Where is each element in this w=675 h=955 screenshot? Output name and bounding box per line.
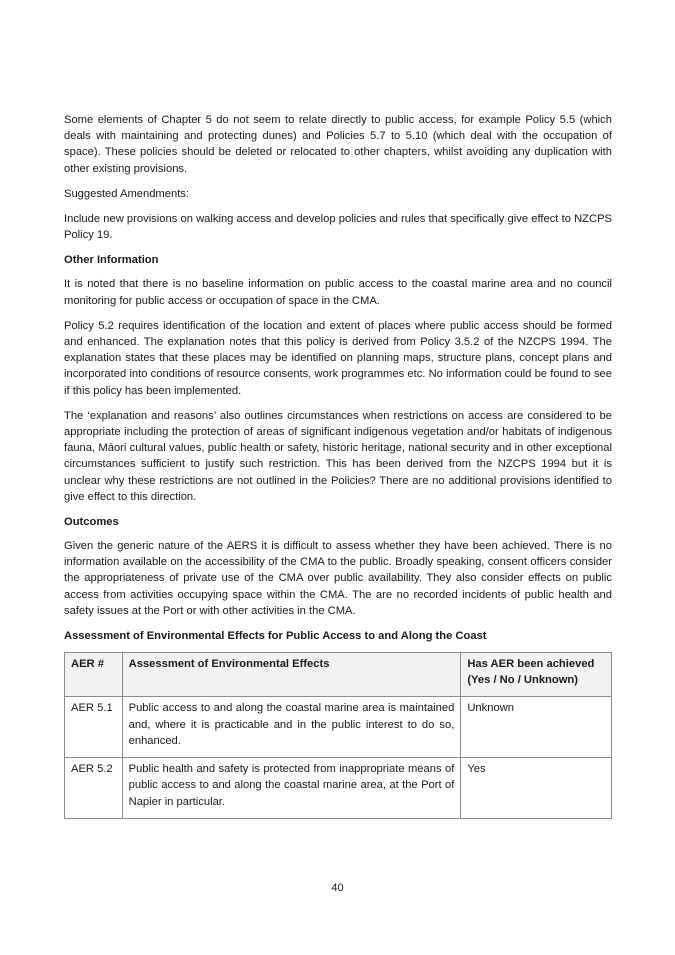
header-assessment: Assessment of Environmental Effects <box>122 653 461 697</box>
table-header-row <box>65 653 612 697</box>
aer-assessment-table <box>64 652 612 819</box>
paragraph-suggested-amendments: Suggested Amendments: <box>64 187 190 200</box>
paragraph-outcomes: Given the generic nature of the AERS it is difficult to assess whether they have been achieved. There is no information available on the accessibility of the CMA to the public. Broadly speaking, consent officers consider the appropriateness of private use of the CMA over public availability. They also consider effects on public access from activities occupying space within the CMA. The are no recorded incidents of public health and safety issues at the Port or with other activities in the CMA. <box>64 540 612 617</box>
cell-achieved: Unknown <box>461 697 612 758</box>
paragraph-policy-5-2: Policy 5.2 requires identification of the location and extent of places where public access should be formed and enhanced. The explanation notes that this policy is derived from Policy 3.5.2 of the NZCPS 1994. The explanation states that these places may be identified on planning maps, structure plans, concept plans and incorporated into conditions of resource consents, work programmes etc. No information could be found to see if this policy has been implemented. <box>64 319 612 397</box>
page-number: 40 <box>331 882 344 894</box>
paragraph-new-provisions: Include new provisions on walking access and develop policies and rules that specifically give effect to NZCPS Policy 19. <box>64 213 612 242</box>
header-aer: AER # <box>65 653 123 697</box>
cell-aer: AER 5.2 <box>65 758 123 819</box>
cell-assessment: Public health and safety is protected from inappropriate means of public access to and along the coastal marine area, at the Port of Napier in particular. <box>122 758 461 819</box>
table-row <box>65 697 612 758</box>
paragraph-baseline-information: It is noted that there is no baseline information on public access to the coastal marine area and no council monitoring for public access or occupation of space in the CMA. <box>64 278 612 307</box>
paragraph-explanation-reasons: The ‘explanation and reasons’ also outlines circumstances when restrictions on access are considered to be appropriate including the protection of areas of significant indigenous vegetation and/or habitats of indigenous fauna, Māori cultural values, public health or safety, historic heritage, national security and in other exceptional circumstances sufficient to justify such restriction. This has been derived from the NZCPS 1994 but it is unclear why these restrictions are not outlined in the Policies? There are no additional provisions identified to give effect to this direction. <box>64 409 612 503</box>
table-title: Assessment of Environmental Effects for Public Access to and Along the Coast <box>64 630 487 643</box>
document-body <box>64 112 612 819</box>
cell-assessment: Public access to and along the coastal marine area is maintained and, where it is practicable and in the public interest to do so, enhanced. <box>122 697 461 758</box>
header-achieved: Has AER been achieved (Yes / No / Unknown) <box>461 653 612 697</box>
cell-achieved: Yes <box>461 758 612 819</box>
paragraph-chapter5-elements: Some elements of Chapter 5 do not seem to relate directly to public access, for example Policy 5.5 (which deals with maintaining and protecting dunes) and Policies 5.7 to 5.10 (which deal with the occupation of space). These policies should be deleted or relocated to other chapters, whilst avoiding any duplication with other existing provisions. <box>64 114 612 175</box>
heading-outcomes: Outcomes <box>64 516 119 529</box>
heading-other-information: Other Information <box>64 254 159 267</box>
cell-aer: AER 5.1 <box>65 697 123 758</box>
table-row <box>65 758 612 819</box>
